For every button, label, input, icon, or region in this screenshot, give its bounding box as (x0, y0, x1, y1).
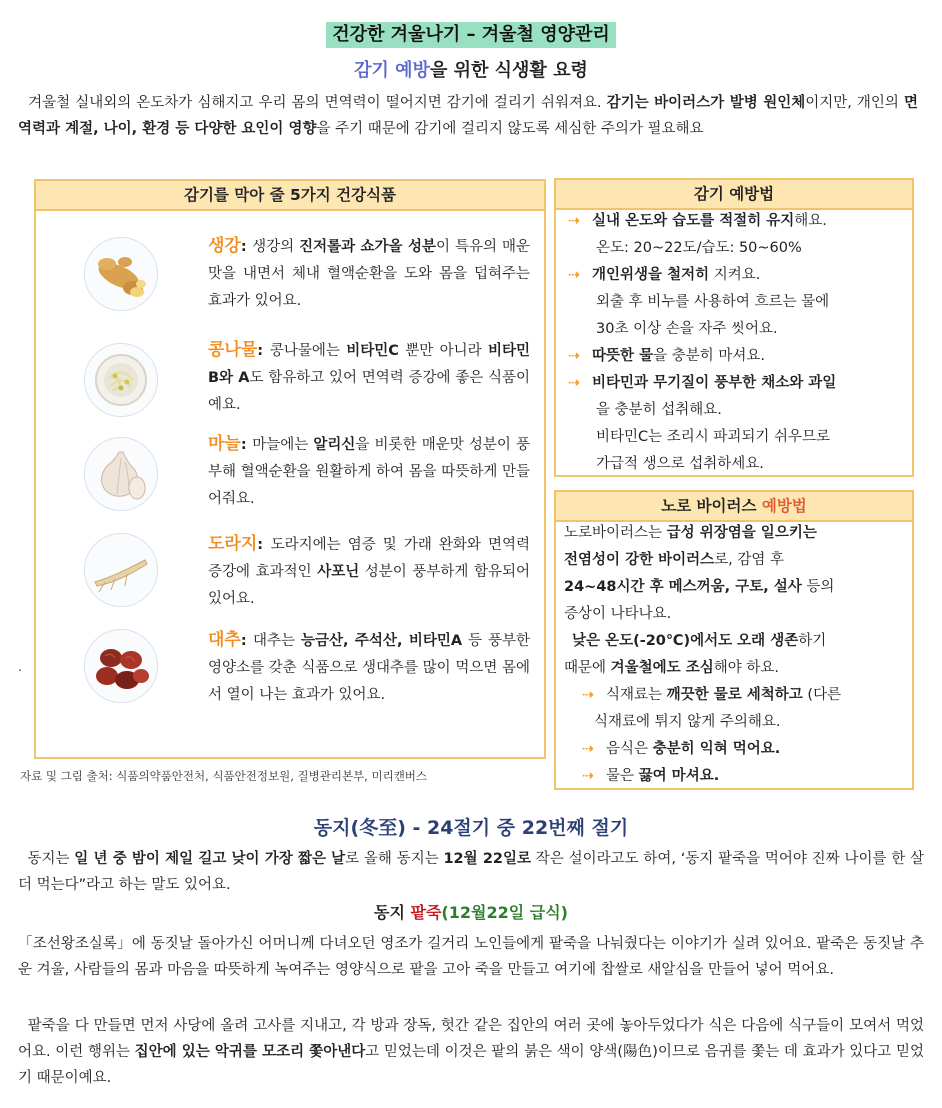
title-wrap (0, 22, 942, 48)
prevention-line (568, 262, 760, 289)
dongji-text-1: 동지는 (27, 851, 75, 867)
noro-bold-text: 깨끗한 물로 세척하고 (666, 687, 803, 703)
subtitle-highlight: 감기 예방 (354, 60, 430, 81)
food-bold-text: 알리신 (313, 437, 356, 453)
intro-text-2: 이지만, 개인의 (805, 95, 905, 111)
noro-bold-text: 끓여 마셔요. (638, 768, 720, 784)
patjuk-p2-text-2: 고 믿었는데 이것은 팥의 붉은 색이 양색(陽色)이므로 음귀를 쫓는 데 효과가 있다고 믿었기 때문이예요. (18, 1044, 924, 1086)
prevention-bold-text: 개인위생을 철저히 (592, 267, 710, 283)
intro-paragraph (18, 90, 918, 142)
food-name: 생강 (208, 236, 241, 256)
food-bold-text: 사포닌 (317, 564, 360, 580)
page-subtitle (0, 58, 942, 84)
patjuk-paragraph-2 (18, 1013, 924, 1091)
food-text: 도라지에는 염증 및 가래 완화와 면역력 증강에 효과적인 (208, 537, 531, 580)
food-text: 마늘에는 (252, 437, 314, 453)
prevention-text: 을 충분히 섭취해요. (596, 402, 722, 418)
bean-sprouts-icon (84, 343, 158, 417)
food-name-separator: : (257, 537, 271, 553)
noro-line (564, 574, 834, 601)
food-text: 도 함유하고 있어 면역력 증강에 좋은 식품이예요. (208, 370, 530, 413)
food-name: 마늘 (208, 434, 241, 454)
patjuk-heading (0, 900, 942, 923)
food-item-ginger (208, 233, 530, 315)
prevention-line (596, 424, 830, 451)
prevention-line (596, 397, 722, 424)
intro-bold-1: 감기는 바이러스가 발병 원인체 (606, 95, 806, 111)
food-item-bean-sprouts (208, 337, 530, 419)
prevention-text: 지켜요. (709, 267, 761, 283)
noro-text: 식재료에 튀지 않게 주의해요. (594, 714, 781, 730)
noro-text: 음식은 (606, 741, 653, 757)
dongji-heading: 동지(冬至) - 24절기 중 22번째 절기 (313, 817, 629, 839)
patjuk-p2-text-1: 팥죽을 다 만들면 먼저 사당에 올려 고사를 지내고, 각 방과 장독, 헛간 같은 집안의 여러 곳에 놓아두었다가 식은 다음에 식구들이 모여서 먹었어요. 이런 행위는 (18, 1018, 924, 1060)
intro-text-3: 을 주기 때문에 감기에 걸리지 않도록 세심한 주의가 필요해요 (316, 121, 704, 137)
noro-bold-text: 24~48시간 후 메스꺼움, 구토, 설사 (564, 579, 802, 595)
dongji-bold-2: 12월 22일로 (443, 851, 532, 867)
noro-text: 물은 (606, 768, 639, 784)
prevention-text: 비타민C는 조리시 파괴되기 쉬우므로 (596, 429, 831, 445)
noro-line (564, 655, 779, 682)
food-text: 등 풍부한 영양소를 갖춘 식품으로 생대추를 많이 먹으면 몸에서 열이 나는 효과가 있어요. (208, 633, 530, 703)
noro-title-a: 노로 바이러스 (661, 497, 762, 515)
page-title: 건강한 겨울나기 – 겨울철 영양관리 (326, 22, 616, 48)
noro-line (582, 682, 841, 709)
food-text: 생강의 (252, 239, 300, 255)
cold-prevention-box (554, 178, 914, 477)
food-bold-text: 비타민C (346, 343, 399, 359)
prevention-text: 가급적 생으로 섭취하세요. (596, 456, 764, 472)
arrow-icon: ⇢ (582, 768, 594, 784)
patjuk-paragraph-1: 「조선왕조실록」에 동짓날 돌아가신 어머니께 다녀오던 영조가 길거리 노인들에게 팥죽을 나눠줬다는 이야기가 실려 있어요. 팥죽은 동짓날 추운 겨울, 사람들의 몸과 마음을 따뜻하게 녹여주는 영양식으로 팥을 고아 죽을 만들고 여기에 찹쌀로 새알심을 만들어 넣어 먹어요. (18, 936, 924, 978)
noro-line (582, 736, 780, 763)
dongji-bold-1: 일 년 중 밤이 제일 길고 낮이 가장 짧은 날 (74, 851, 346, 867)
noro-bold-text: 겨울철에도 조심 (610, 660, 714, 676)
prevention-text: 외출 후 비누를 사용하여 흐르는 물에 (596, 294, 830, 310)
noro-text: 등의 (801, 579, 835, 595)
food-text: 콩나물에는 (269, 343, 347, 359)
food-item-jujube (208, 627, 530, 709)
noro-text: 때문에 (564, 660, 611, 676)
prevention-line (596, 451, 764, 478)
patjuk-heading-1: 동지 (374, 903, 411, 922)
noro-title-b: 예방법 (761, 497, 807, 515)
arrow-icon: ⇢ (568, 267, 580, 283)
food-item-bellflower-root (208, 531, 530, 613)
food-name-separator: : (240, 239, 253, 255)
foods-box-title: 감기를 막아 줄 5가지 건강식품 (36, 181, 544, 211)
intro-bold-2: 면역력과 계절, 나이, 환경 등 다양한 요인이 영향 (18, 95, 919, 137)
bellflower-root-icon (84, 533, 158, 607)
food-bold-text: 능금산, 주석산, 비타민A (301, 633, 463, 649)
food-text: 을 비롯한 매운맛 성분이 풍부해 혈액순환을 원활하게 하여 몸을 따뜻하게 만들어줘요. (208, 437, 530, 507)
food-name: 콩나물 (208, 340, 258, 360)
prevention-text: 을 충분히 마셔요. (653, 348, 765, 364)
noro-text: 증상이 나타나요. (564, 606, 672, 622)
food-text: 뿐만 아니라 (398, 343, 488, 359)
dongji-text-3: 작은 설이라고도 하여, ‘동지 팥죽을 먹어야 진짜 나이를 한 살 더 먹는다”라고 하는 말도 있어요. (18, 851, 924, 893)
stray-dot: . (18, 660, 22, 674)
food-name: 도라지 (208, 534, 258, 554)
food-name-separator: : (240, 437, 253, 453)
prevention-text: 온도: 20~22도/습도: 50~60% (596, 240, 802, 256)
food-bold-text: 진저롤과 쇼가올 성분 (299, 239, 436, 255)
arrow-icon: ⇢ (582, 687, 594, 703)
prevention-box-title: 감기 예방법 (556, 180, 912, 210)
noro-box-title (556, 492, 912, 522)
source-credit: 자료 및 그림 출처: 식품의약품안전처, 식품안전정보원, 질병관리본부, 미리캔버스 (20, 769, 428, 783)
ginger-icon (84, 237, 158, 311)
subtitle-rest: 을 위한 식생활 요령 (429, 60, 588, 81)
prevention-line (568, 343, 765, 370)
food-bold-text: 비타민B와 A (208, 343, 530, 386)
noro-text: 하기 (798, 633, 827, 649)
prevention-bold-text: 따뜻한 물 (592, 348, 654, 364)
patjuk-heading-2: 팥죽 (410, 903, 442, 922)
prevention-line (596, 235, 802, 262)
noro-line (572, 628, 826, 655)
food-item-garlic (208, 431, 530, 513)
dongji-paragraph (18, 846, 924, 898)
food-text: 이 특유의 매운맛을 내면서 체내 혈액순환을 도와 몸을 덥혀주는 효과가 있어요. (208, 239, 530, 309)
noro-text: 해야 하요. (713, 660, 779, 676)
healthy-foods-box (34, 179, 546, 759)
arrow-icon: ⇢ (568, 375, 580, 391)
prevention-bold-text: 실내 온도와 습도를 적절히 유지 (592, 213, 795, 229)
arrow-icon: ⇢ (568, 348, 580, 364)
food-name-separator: : (257, 343, 270, 359)
noro-bold-text: 충분히 익혀 먹어요. (652, 741, 781, 757)
prevention-line (568, 208, 827, 235)
prevention-line (596, 289, 829, 316)
food-text: 성분이 풍부하게 함유되어 있어요. (208, 564, 530, 607)
patjuk-heading-3: (12월22일 급식) (441, 903, 568, 922)
patjuk-p2-bold: 집안에 있는 악귀를 모조리 쫓아낸다 (134, 1044, 366, 1060)
prevention-line (568, 370, 836, 397)
food-name-separator: : (240, 633, 254, 649)
noro-line (594, 709, 781, 736)
prevention-bold-text: 비타민과 무기질이 풍부한 채소와 과일 (592, 375, 837, 391)
noro-line (564, 547, 784, 574)
prevention-text: 30초 이상 손을 자주 씻어요. (596, 321, 778, 337)
arrow-icon: ⇢ (568, 213, 580, 229)
dongji-text-2: 로 올해 동지는 (345, 851, 444, 867)
noro-text: (다른 (802, 687, 842, 703)
noro-text: 로, 감염 후 (714, 552, 785, 568)
noro-bold-text: 급성 위장염을 일으키는 (666, 525, 817, 541)
noro-text: 식재료는 (606, 687, 667, 703)
noro-text: 노로바이러스는 (564, 525, 667, 541)
noro-bold-text: 전염성이 강한 바이러스 (564, 552, 715, 568)
prevention-line (596, 316, 778, 343)
noro-line (564, 520, 817, 547)
jujube-icon (84, 629, 158, 703)
arrow-icon: ⇢ (582, 741, 594, 757)
food-name: 대추 (208, 630, 241, 650)
noro-line (564, 601, 671, 628)
intro-text-1: 겨울철 실내외의 온도차가 심해지고 우리 몸의 면역력이 떨어지면 감기에 걸리기 쉬워져요. (28, 95, 607, 111)
noro-bold-text: 낮은 온도(-20℃)에서도 오래 생존 (572, 633, 799, 649)
norovirus-prevention-box (554, 490, 914, 790)
prevention-text: 해요. (794, 213, 827, 229)
food-text: 대추는 (253, 633, 302, 649)
garlic-icon (84, 437, 158, 511)
noro-line (582, 763, 719, 790)
